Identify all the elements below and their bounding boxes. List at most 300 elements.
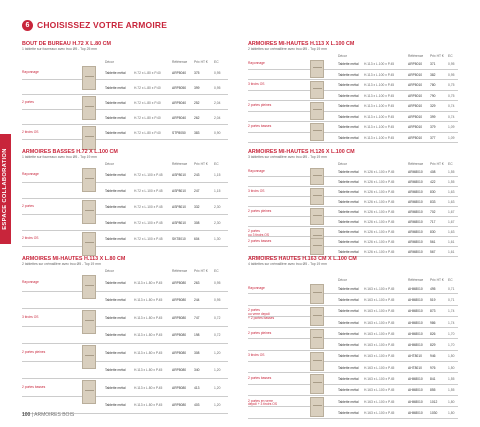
cell-dims: H.72 x L.100 x P.45: [134, 205, 163, 209]
column-header-ref: Référence: [172, 162, 188, 166]
cell-decor: Tablette métal: [338, 320, 359, 325]
cell-decor: Tablette métal: [338, 62, 359, 67]
table-row: [248, 167, 458, 177]
cell-type: 2 portes pleines: [248, 103, 272, 108]
column-header-price: Prix HT €: [194, 269, 208, 273]
cell-ec: 0,75: [448, 93, 455, 98]
cell-price: 383: [194, 130, 200, 135]
cell-ref: ARM8010: [408, 210, 423, 214]
cell-ref: ARM8010: [408, 190, 423, 194]
section-s1: [22, 41, 228, 142]
table-row: [248, 227, 458, 237]
cell-dims: H.163 x L.100 x P.45: [364, 354, 395, 359]
cell-decor: Tablette métal: [338, 309, 359, 314]
cell-ec: 1,15: [214, 189, 221, 193]
cell-dims: H.126 x L.100 x P.45: [364, 220, 395, 224]
cell-dims: H.126 x L.100 x P.45: [364, 190, 395, 194]
cell-ec: 1,63: [448, 200, 455, 204]
cell-dims: H.113 x L.80 x P.45: [134, 350, 163, 355]
section-subtitle: 2 tablettes sur crémaillère avec trou Ø5 - Top 19 mm: [248, 47, 327, 51]
cell-dims: H.163 x L.100 x P.45: [364, 410, 395, 415]
cell-ref: AHM8010: [408, 286, 423, 291]
section-title: ARMOIRES MI-HAUTES H.113 X L.80 CM: [22, 256, 126, 262]
cell-type: 2 portes pleines: [22, 349, 46, 354]
cell-decor: Tablette métal: [338, 354, 359, 359]
section-s6: [248, 256, 458, 421]
cell-ref: ARP8010: [408, 93, 423, 98]
page-title: CHOISISSEZ VOTRE ARMOIRE: [37, 20, 168, 30]
cell-dims: H.113 x L.80 x P.45: [134, 403, 163, 408]
cell-price: 377: [430, 135, 436, 140]
cell-decor: Tablette métal: [105, 173, 126, 177]
cell-type: 2 portes pleines: [248, 209, 272, 213]
table-row: [248, 396, 458, 407]
cell-dims: H.113 x L.80 x P.45: [134, 280, 163, 285]
cell-price: 841: [430, 377, 436, 382]
column-header-price: Prix HT €: [194, 60, 208, 64]
cell-ec: 0,75: [448, 83, 455, 88]
cell-price: 329: [430, 104, 436, 109]
cell-ec: 1,15: [214, 173, 221, 177]
cell-ec: 1,09: [448, 135, 455, 140]
table-row: [22, 65, 228, 80]
footer-separator: |: [31, 412, 35, 418]
cell-dims: H.163 x L.100 x P.45: [364, 331, 395, 336]
cell-dims: H.163 x L.100 x P.45: [364, 309, 395, 314]
cell-dims: H.113 x L.100 x P.45: [364, 135, 395, 140]
cell-ref: ARP8010: [408, 125, 423, 130]
cell-price: 826: [430, 331, 436, 336]
table-row: [248, 217, 458, 227]
table-row: [22, 344, 228, 362]
cell-price: 399: [430, 114, 436, 119]
column-header-ec: EC: [448, 278, 453, 282]
cell-price: 262: [194, 115, 200, 120]
cell-ref: ARP8010: [408, 135, 423, 140]
cell-type: 2 portes pleines: [248, 330, 272, 335]
cell-ref: ARM8010: [408, 200, 423, 204]
cell-ref: ASP8010: [172, 205, 186, 209]
cell-decor: Tablette métal: [338, 125, 359, 130]
cell-decor: Tablette métal: [105, 221, 126, 225]
cell-price: 371: [430, 62, 436, 67]
cell-type: 2 tiroirs OS: [22, 236, 39, 240]
cell-dims: H.113 x L.100 x P.45: [364, 72, 395, 77]
cell-price: 413: [194, 385, 200, 390]
table-row: [248, 122, 458, 133]
cell-price: 198: [194, 333, 200, 338]
cell-dims: H.72 x L.100 x P.45: [134, 173, 163, 177]
cell-decor: Tablette métal: [338, 377, 359, 382]
cell-type: Rayonnage: [248, 169, 265, 173]
cell-ec: 0,95: [448, 62, 455, 67]
table-row: [248, 70, 458, 81]
table-row: [22, 125, 228, 140]
cell-type: 2 portes ou 3 tiroirs OS: [248, 229, 270, 237]
table-row: [248, 197, 458, 207]
cell-decor: Tablette métal: [105, 189, 126, 193]
cell-dims: H.72 x L.80 x P.40: [134, 130, 161, 135]
cell-dims: H.163 x L.100 x P.45: [364, 399, 395, 404]
cell-ec: 1,67: [448, 220, 455, 224]
cell-decor: Tablette métal: [105, 350, 126, 355]
cell-dims: H.163 x L.100 x P.45: [364, 320, 395, 325]
cell-decor: Tablette métal: [338, 114, 359, 119]
cell-ref: ARP8080: [172, 315, 187, 320]
cell-ref: ARP8080: [172, 350, 187, 355]
cell-dims: H.163 x L.100 x P.45: [364, 297, 395, 302]
cell-type: 2 portes basses: [248, 124, 272, 129]
table-row: [22, 110, 228, 125]
column-header-ec: EC: [448, 54, 453, 58]
cell-price: 873: [430, 309, 436, 314]
table-row: [248, 283, 458, 294]
table-row: [22, 80, 228, 95]
table-row: [248, 177, 458, 187]
table-row: [248, 317, 458, 328]
table-row: [22, 379, 228, 397]
cabinet-image: [82, 232, 96, 256]
section-subtitle: 4 tablettes sur crémaillère avec trou Ø5 - Top 19 mm: [248, 262, 327, 266]
cell-price: 332: [194, 205, 200, 209]
cell-decor: Tablette métal: [338, 410, 359, 415]
cell-price: 408: [430, 170, 436, 174]
cell-price: 830: [430, 230, 436, 234]
cell-ref: AHM8010: [408, 388, 423, 393]
table-row: [248, 207, 458, 217]
cell-dims: H.163 x L.100 x P.45: [364, 388, 395, 393]
cell-dims: H.72 x L.80 x P.40: [134, 70, 161, 75]
page-header: [22, 18, 167, 32]
cell-type: 2 portes basses: [22, 384, 46, 389]
cell-decor: Tablette métal: [105, 100, 126, 105]
cell-price: 780: [430, 83, 436, 88]
cell-ref: AHM8010: [408, 410, 423, 415]
column-header-ec: EC: [448, 162, 453, 166]
column-header-price: Prix HT €: [194, 162, 208, 166]
cell-ref: AHM8010: [408, 343, 423, 348]
cell-dims: H.126 x L.100 x P.45: [364, 170, 395, 174]
cell-price: 340: [194, 368, 200, 373]
cell-decor: Tablette métal: [338, 331, 359, 336]
cell-price: 833: [430, 200, 436, 204]
cell-price: 403: [194, 403, 200, 408]
cell-price: 399: [194, 85, 200, 90]
sidebar-tab: [0, 134, 11, 244]
table-row: [248, 112, 458, 123]
cell-dims: H.126 x L.100 x P.45: [364, 240, 395, 244]
cell-decor: Tablette métal: [338, 250, 359, 254]
table-row: [248, 306, 458, 320]
cell-ec: 0,95: [448, 72, 455, 77]
cell-price: 747: [194, 315, 200, 320]
cell-decor: Tablette métal: [105, 298, 126, 303]
cell-ec: 1,61: [448, 240, 455, 244]
cell-ec: 0,71: [448, 297, 455, 302]
cell-ref: AHM8010: [408, 309, 423, 314]
cell-decor: Tablette métal: [338, 170, 359, 174]
cell-price: 263: [194, 280, 200, 285]
cell-type: Rayonnage: [22, 69, 39, 74]
cell-type: 2 portes: [22, 204, 34, 208]
column-header-decor: Décor: [105, 269, 114, 273]
cell-decor: Tablette métal: [105, 368, 126, 373]
cell-price: 567: [430, 250, 436, 254]
cell-ref: ARM8010: [408, 220, 423, 224]
section-subtitle: 1 tablette sur fourreaux avec trou Ø5 - Top 25 mm: [22, 47, 97, 51]
section-subtitle: 3 tablettes sur crémaillère avec trou Ø5 - Top 19 mm: [248, 155, 327, 159]
cell-decor: Tablette métal: [105, 280, 126, 285]
cell-price: 790: [430, 93, 436, 98]
cell-dims: H.113 x L.100 x P.45: [364, 125, 395, 130]
cell-dims: H.126 x L.100 x P.45: [364, 180, 395, 184]
cell-ref: ARP8040: [172, 100, 187, 105]
cell-dims: H.113 x L.100 x P.45: [364, 93, 395, 98]
cell-type: Rayonnage: [248, 61, 265, 66]
cell-ref: ARP8040: [172, 70, 187, 75]
sidebar-label: ESPACE COLLABORATION: [2, 148, 8, 230]
column-header-price: Prix HT €: [430, 54, 444, 58]
cell-decor: Tablette métal: [338, 190, 359, 194]
cell-decor: Tablette métal: [338, 399, 359, 404]
cell-ec: 1,63: [448, 230, 455, 234]
cell-ec: 1,20: [214, 385, 221, 390]
cell-price: 976: [430, 365, 436, 370]
cell-decor: Tablette métal: [338, 343, 359, 348]
cell-dims: H.163 x L.100 x P.45: [364, 286, 395, 291]
cell-decor: Tablette métal: [105, 85, 126, 90]
column-header-ref: Référence: [172, 60, 188, 64]
table-row: [22, 274, 228, 292]
cell-ref: AHM8010: [408, 331, 423, 336]
cell-price: 1012: [430, 399, 438, 404]
cell-type: 3 tiroirs OS: [248, 353, 265, 358]
cell-ec: 2,04: [214, 115, 221, 120]
cell-ec: 2,30: [214, 221, 221, 225]
cell-dims: H.126 x L.100 x P.45: [364, 200, 395, 204]
cell-dims: H.113 x L.80 x P.45: [134, 298, 163, 303]
cell-price: 382: [430, 72, 436, 77]
column-header-decor: Décor: [105, 60, 114, 64]
cell-ref: ARM8010: [408, 240, 423, 244]
cell-decor: Tablette métal: [338, 72, 359, 77]
table-row: [248, 294, 458, 305]
cell-ec: 0,72: [214, 315, 221, 320]
cell-decor: Tablette métal: [338, 388, 359, 393]
cell-price: 519: [430, 297, 436, 302]
section-title: ARMOIRES MI-HAUTES H.126 X L.100 CM: [248, 149, 355, 155]
cell-ref: AHM8010: [408, 399, 423, 404]
section-title: BOUT DE BUREAU H.72 X L.80 CM: [22, 41, 111, 47]
table-row: [248, 373, 458, 384]
section-number-badge: 6: [22, 20, 33, 31]
cell-decor: Tablette métal: [105, 385, 126, 390]
cell-type: 3 tiroirs OS: [248, 82, 265, 87]
cell-price: 252: [194, 100, 200, 105]
cell-ref: ARM8010: [408, 180, 423, 184]
table-row: [248, 187, 458, 197]
cell-ref: ARP8080: [172, 298, 187, 303]
cell-ref: ARP8080: [172, 333, 187, 338]
cell-ec: 0,72: [214, 333, 221, 338]
cell-price: 422: [430, 180, 436, 184]
cell-ec: 0,71: [448, 286, 455, 291]
cell-ec: 1,70: [448, 331, 455, 336]
cell-dims: H.113 x L.100 x P.45: [364, 114, 395, 119]
cell-ref: ARP8080: [172, 368, 187, 373]
cell-decor: Tablette métal: [338, 240, 359, 244]
cell-type: 2 portes basses: [248, 376, 272, 381]
column-header-ref: Référence: [408, 162, 424, 166]
cell-type: 2 portes ou verre depoli + 2 portes basses: [248, 308, 275, 320]
cell-price: 495: [430, 286, 436, 291]
cell-type: 2 tiroirs OS: [22, 129, 39, 134]
cell-ec: 1,20: [214, 368, 221, 373]
section-s5: [248, 149, 458, 259]
cell-ref: AHT8010: [408, 354, 422, 359]
cell-type: Rayonnage: [22, 172, 39, 176]
cell-dims: H.126 x L.100 x P.45: [364, 210, 395, 214]
cell-ref: STP8050: [172, 130, 186, 135]
cell-ref: SKT8010: [172, 237, 186, 241]
section-s2: [22, 149, 228, 249]
section-s3: [22, 256, 228, 416]
cell-ec: 1,50: [448, 354, 455, 359]
cell-decor: Tablette métal: [105, 70, 126, 75]
table-row: [22, 183, 228, 199]
column-header-price: Prix HT €: [430, 162, 444, 166]
cell-ec: 1,55: [448, 170, 455, 174]
cell-decor: Tablette métal: [105, 333, 126, 338]
table-row: [248, 133, 458, 144]
cell-ref: AHM8010: [408, 297, 423, 302]
section-subtitle: 1 tablette sur fourreaux avec trou Ø5 - Top 19 mm: [22, 155, 97, 159]
cell-decor: Tablette métal: [105, 115, 126, 120]
cell-ref: ASP8010: [172, 173, 186, 177]
cell-ref: ARM8010: [408, 230, 423, 234]
cell-price: 308: [194, 350, 200, 355]
cell-price: 247: [194, 189, 200, 193]
cell-ref: ARM8010: [408, 170, 423, 174]
table-row: [22, 362, 228, 380]
cell-decor: Tablette métal: [105, 130, 126, 135]
cell-decor: Tablette métal: [338, 200, 359, 204]
cell-ref: ARP8010: [408, 62, 423, 67]
cell-decor: Tablette métal: [338, 210, 359, 214]
column-header-price: Prix HT €: [430, 278, 444, 282]
cell-type: 2 portes basses: [248, 239, 272, 243]
cell-dims: H.72 x L.80 x P.40: [134, 100, 161, 105]
cell-type: Rayonnage: [248, 285, 265, 290]
cell-ec: 1,74: [448, 309, 455, 314]
cell-decor: Tablette métal: [105, 315, 126, 320]
cell-dims: H.163 x L.100 x P.45: [364, 365, 395, 370]
cell-dims: H.113 x L.100 x P.45: [364, 104, 395, 109]
cell-ec: 1,55: [448, 377, 455, 382]
cell-dims: H.163 x L.100 x P.45: [364, 377, 395, 382]
cell-ref: ASP8010: [172, 221, 186, 225]
cell-ec: 1,20: [214, 403, 221, 408]
cell-ec: 1,63: [448, 190, 455, 194]
cell-ref: AHM8010: [408, 320, 423, 325]
table-row: [22, 167, 228, 183]
cell-price: 244: [194, 298, 200, 303]
table-row: [248, 407, 458, 418]
cell-price: 379: [430, 125, 436, 130]
column-header-ref: Référence: [408, 278, 424, 282]
cabinet-image: [82, 126, 96, 150]
cell-ec: 0,95: [214, 280, 221, 285]
cell-ref: ARP8010: [408, 114, 423, 119]
table-row: [22, 327, 228, 345]
table-row: [22, 215, 228, 231]
cell-ec: 1,09: [448, 125, 455, 130]
column-header-ref: Référence: [408, 54, 424, 58]
cell-ref: ARP8080: [172, 280, 187, 285]
cell-ref: ASP8010: [172, 189, 186, 193]
cell-price: 717: [430, 220, 436, 224]
section-s4: [248, 41, 458, 145]
cell-ref: AHM8010: [408, 377, 423, 382]
table-row: [248, 385, 458, 396]
cell-ec: 0,74: [448, 114, 455, 119]
cell-dims: H.72 x L.100 x P.45: [134, 221, 163, 225]
table-row: [248, 362, 458, 373]
page-footer: [22, 412, 74, 418]
column-header-decor: Décor: [105, 162, 114, 166]
table-row: [22, 95, 228, 110]
cell-ec: 1,67: [448, 210, 455, 214]
cell-price: 1030: [430, 410, 438, 415]
column-header-ec: EC: [214, 60, 219, 64]
cell-ec: 1,80: [448, 410, 455, 415]
table-row: [22, 309, 228, 327]
cell-dims: H.113 x L.80 x P.45: [134, 368, 163, 373]
table-row: [248, 101, 458, 112]
cell-ec: 2,04: [214, 100, 221, 105]
cell-ref: ARP8080: [172, 385, 187, 390]
footer-label: ARMOIRES BOIS: [34, 412, 75, 418]
cell-price: 829: [430, 343, 436, 348]
cell-price: 946: [430, 354, 436, 359]
cell-dims: H.126 x L.100 x P.45: [364, 250, 395, 254]
cell-ec: 0,95: [214, 85, 221, 90]
table-row: [248, 91, 458, 102]
table-row: [248, 80, 458, 91]
cell-decor: Tablette métal: [338, 83, 359, 88]
cell-ec: 0,90: [214, 130, 221, 135]
page-number: 100: [22, 412, 31, 418]
cell-dims: H.72 x L.80 x P.40: [134, 115, 161, 120]
cell-ec: 1,55: [448, 388, 455, 393]
table-row: [248, 237, 458, 247]
column-header-ec: EC: [214, 162, 219, 166]
cell-price: 986: [430, 320, 436, 325]
column-header-decor: Décor: [338, 54, 347, 58]
table-row: [22, 231, 228, 247]
section-title: ARMOIRES HAUTES H.163 CM X L.100 CM: [248, 256, 357, 262]
cell-ec: 1,80: [448, 399, 455, 404]
cell-decor: Tablette métal: [338, 297, 359, 302]
cell-price: 243: [194, 173, 200, 177]
cell-ref: ARP8040: [172, 115, 187, 120]
cell-price: 308: [194, 221, 200, 225]
cell-ec: 0,95: [214, 70, 221, 75]
cell-decor: Tablette métal: [105, 237, 126, 241]
cell-dims: H.113 x L.80 x P.45: [134, 333, 163, 338]
table-row: [22, 292, 228, 310]
cell-ec: 1,55: [448, 180, 455, 184]
